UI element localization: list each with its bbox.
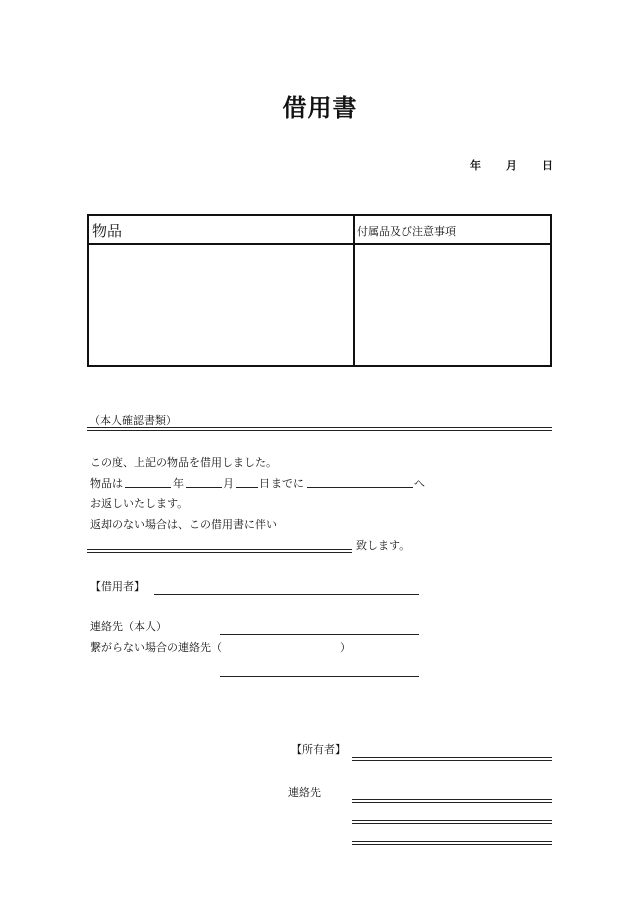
- return-to-blank-line: [307, 487, 413, 488]
- return-until-label: までに: [271, 477, 304, 490]
- owner-contact-line-2: [352, 820, 552, 824]
- id-docs-line: [87, 427, 552, 431]
- date-year-label: 年: [470, 159, 481, 172]
- body-line-2-start: 物品は: [90, 477, 123, 490]
- owner-contact-line-1: [352, 799, 552, 803]
- body-line-5-end: 致します。: [356, 539, 411, 552]
- owner-contact-line-3: [352, 841, 552, 845]
- owner-signature-line: [352, 757, 552, 761]
- borrower-signature-line: [154, 594, 419, 595]
- table-header-items: 物品: [92, 222, 123, 240]
- borrower-contact-self-line: [220, 634, 419, 635]
- return-to-label: へ: [414, 477, 425, 490]
- borrower-contact-alt-label: 繋がらない場合の連絡先（: [90, 641, 222, 654]
- id-docs-label: （本人確認書類）: [89, 414, 177, 427]
- body-line-4: 返却のない場合は、この借用書に伴い: [90, 518, 277, 531]
- borrower-contact-self-label: 連絡先（本人）: [90, 620, 167, 633]
- body-line-3: お返しいたします。: [90, 497, 189, 510]
- return-day-label: 日: [259, 477, 270, 490]
- table-header-divider: [89, 243, 550, 245]
- body-line-1: この度、上記の物品を借用しました。: [90, 456, 277, 469]
- borrower-contact-alt-close: ）: [340, 641, 351, 654]
- penalty-blank-line: [87, 549, 352, 553]
- return-month-label: 月: [223, 477, 234, 490]
- owner-contact-label: 連絡先: [288, 786, 321, 799]
- items-table: [87, 214, 552, 367]
- date-day-label: 日: [542, 159, 553, 172]
- item-blank-line: [125, 487, 171, 488]
- month-blank-line: [236, 487, 258, 488]
- document-title: 借用書: [282, 94, 358, 122]
- borrower-label: 【借用者】: [90, 580, 145, 593]
- table-column-divider: [353, 216, 355, 365]
- return-year-label: 年: [173, 477, 184, 490]
- table-header-accessories: 付属品及び注意事項: [357, 225, 456, 238]
- borrower-contact-alt-line: [220, 676, 419, 677]
- owner-label: 【所有者】: [291, 743, 346, 756]
- date-month-label: 月: [506, 159, 517, 172]
- year-blank-line: [186, 487, 222, 488]
